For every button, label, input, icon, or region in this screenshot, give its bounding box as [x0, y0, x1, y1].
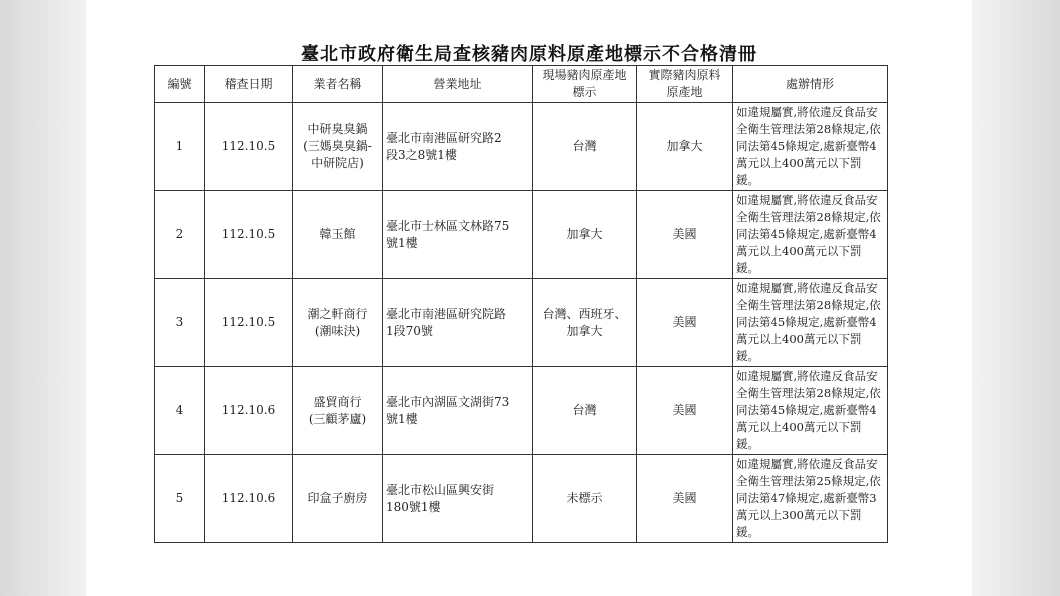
violation-table — [154, 65, 888, 543]
cell-handling: 如違規屬實,將依違反食品安全衛生管理法第28條規定,依同法第45條規定,處新臺幣4萬元以上400萬元以下罰鍰。 — [733, 191, 888, 279]
cell-labeled-origin: 台灣 — [533, 103, 637, 191]
document-page — [86, 0, 972, 596]
header-business-name: 業者名稱 — [293, 66, 383, 103]
cell-actual-origin: 美國 — [637, 455, 733, 543]
cell-date: 112.10.6 — [205, 455, 293, 543]
table-row — [155, 455, 888, 543]
cell-date: 112.10.6 — [205, 367, 293, 455]
cell-date: 112.10.5 — [205, 191, 293, 279]
cell-address: 臺北市南港區研究院路 1段70號 — [383, 279, 533, 367]
cell-business-name: 韓玉館 — [293, 191, 383, 279]
header-actual-origin: 實際豬肉原料 原產地 — [637, 66, 733, 103]
cell-business-name: 潮之軒商行 (潮味決) — [293, 279, 383, 367]
table-header-row — [155, 66, 888, 103]
cell-labeled-origin: 台灣 — [533, 367, 637, 455]
cell-business-name: 印盒子廚房 — [293, 455, 383, 543]
cell-number: 2 — [155, 191, 205, 279]
cell-date: 112.10.5 — [205, 103, 293, 191]
cell-business-name: 盛貿商行 (三顧茅廬) — [293, 367, 383, 455]
cell-number: 3 — [155, 279, 205, 367]
cell-business-name: 中研臭臭鍋 (三媽臭臭鍋- 中研院店) — [293, 103, 383, 191]
cell-address: 臺北市士林區文林路75 號1樓 — [383, 191, 533, 279]
cell-number: 4 — [155, 367, 205, 455]
header-address: 營業地址 — [383, 66, 533, 103]
header-handling: 處辦情形 — [733, 66, 888, 103]
cell-labeled-origin: 台灣、西班牙、 加拿大 — [533, 279, 637, 367]
cell-actual-origin: 加拿大 — [637, 103, 733, 191]
cell-actual-origin: 美國 — [637, 191, 733, 279]
table-row — [155, 279, 888, 367]
header-labeled-origin: 現場豬肉原產地 標示 — [533, 66, 637, 103]
cell-labeled-origin: 加拿大 — [533, 191, 637, 279]
header-number: 編號 — [155, 66, 205, 103]
table-row — [155, 103, 888, 191]
cell-number: 1 — [155, 103, 205, 191]
cell-address: 臺北市內湖區文湖街73 號1樓 — [383, 367, 533, 455]
cell-address: 臺北市南港區研究路2 段3之8號1樓 — [383, 103, 533, 191]
cell-labeled-origin: 未標示 — [533, 455, 637, 543]
cell-address: 臺北市松山區興安街 180號1樓 — [383, 455, 533, 543]
cell-date: 112.10.5 — [205, 279, 293, 367]
cell-handling: 如違規屬實,將依違反食品安全衛生管理法第28條規定,依同法第45條規定,處新臺幣4萬元以上400萬元以下罰鍰。 — [733, 367, 888, 455]
cell-actual-origin: 美國 — [637, 279, 733, 367]
table-row — [155, 191, 888, 279]
header-inspection-date: 稽查日期 — [205, 66, 293, 103]
document-title: 臺北市政府衛生局查核豬肉原料原產地標示不合格清冊 — [301, 44, 757, 65]
cell-number: 5 — [155, 455, 205, 543]
cell-actual-origin: 美國 — [637, 367, 733, 455]
cell-handling: 如違規屬實,將依違反食品安全衛生管理法第28條規定,依同法第45條規定,處新臺幣4萬元以上400萬元以下罰鍰。 — [733, 279, 888, 367]
cell-handling: 如違規屬實,將依違反食品安全衛生管理法第28條規定,依同法第45條規定,處新臺幣4萬元以上400萬元以下罰鍰。 — [733, 103, 888, 191]
cell-handling: 如違規屬實,將依違反食品安全衛生管理法第25條規定,依同法第47條規定,處新臺幣3萬元以上300萬元以下罰鍰。 — [733, 455, 888, 543]
table-row — [155, 367, 888, 455]
